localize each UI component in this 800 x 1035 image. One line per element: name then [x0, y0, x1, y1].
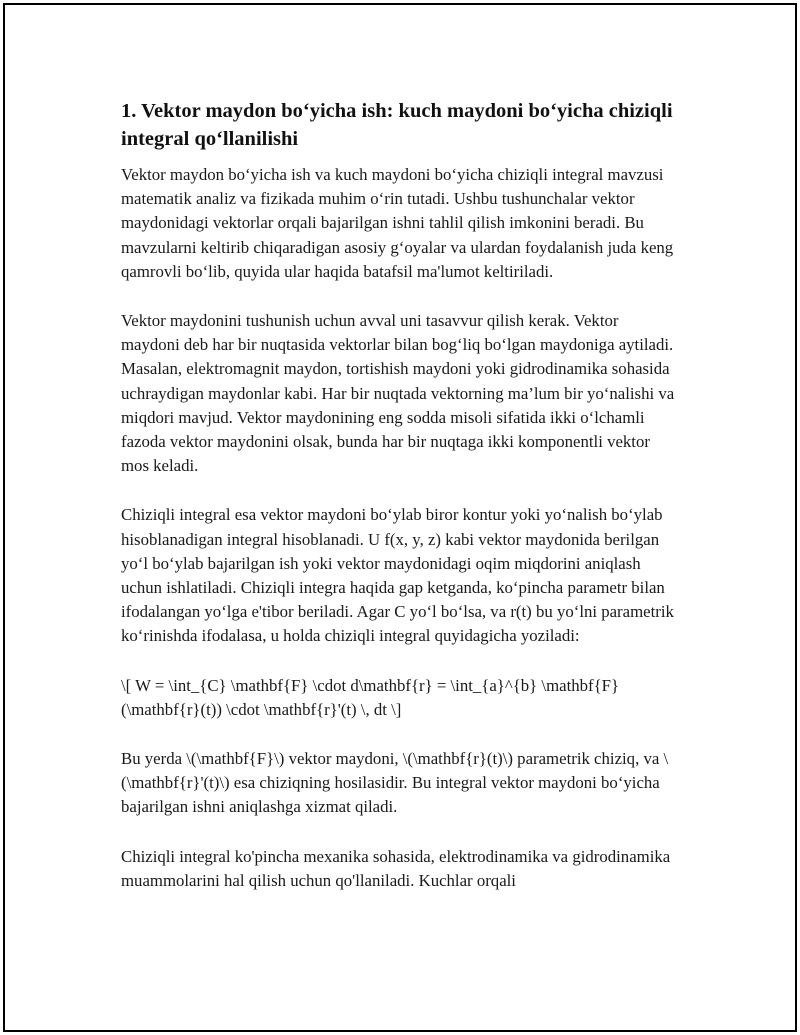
- paragraph-formula-explanation: Bu yerda \(\mathbf{F}\) vektor maydoni, \(\mathbf{r}(t)\) parametrik chiziq, va \(\mathbf{r}'(t)\) esa chiziqning hosilasidir. Bu integral vektor maydoni bo‘yicha bajarilgan ishni aniqlashga xizmat qiladi.: [121, 749, 669, 817]
- paragraph-vector-field: Vektor maydonini tushunish uchun avval uni tasavvur qilish kerak. Vektor maydoni deb har bir nuqtasida vektorlar bilan bog‘liq bo‘lgan maydoniga aytiladi. Masalan, elektromagnit maydon, tortishish maydoni yoki gidrodinamika sohasida uchraydigan maydonlar kabi. Har bir nuqtada vektorning ma’lum bir yo‘nalishi va miqdori mavjud. Vektor maydonining eng sodda misoli sifatida ikki o‘lchamli fazoda vektor maydonini olsak, bunda har bir nuqtaga ikki komponentli vektor mos keladi.: [121, 311, 675, 476]
- paragraph-formula: \[ W = \int_{C} \mathbf{F} \cdot d\mathbf{r} = \int_{a}^{b} \mathbf{F}(\mathbf{r}(t)) \cdot \mathbf{r}'(t) \, dt \]: [121, 675, 620, 719]
- paragraph-line-integral: Chiziqli integral esa vektor maydoni bo‘ylab biror kontur yoki yo‘nalish bo‘ylab hisoblanadigan integral hisoblanadi. U f(x, y, z) kabi vektor maydonida berilgan yo‘l bo‘ylab bajarilgan ish yoki vektor maydonidagi oqim miqdorini aniqlash uchun ishlatiladi. Chiziqli integra haqida gap ketganda, ko‘pincha parametr bilan ifodalangan yo‘lga e'tibor beriladi. Agar C yo‘l bo‘lsa, va r(t) bu yo‘lni parametrik ko‘rinishda ifodalasa, u holda chiziqli integral quyidagicha yoziladi:: [121, 505, 674, 646]
- paragraph-intro: Vektor maydon bo‘yicha ish va kuch maydoni bo‘yicha chiziqli integral mavzusi matematik analiz va fizikada muhim o‘rin tutadi. Ushbu tushunchalar vektor maydonidagi vektorlar orqali bajarilgan ishni tahlil qilish imkonini beradi. Bu mavzularni keltirib chiqaradigan asosiy g‘oyalar va ulardan foydalanish juda keng qamrovli bo‘lib, quyida ular haqida batafsil ma'lumot keltiriladi.: [121, 165, 674, 281]
- page-frame: [3, 3, 797, 1032]
- document-body: [121, 97, 681, 918]
- document-title: 1. Vektor maydon bo‘yicha ish: kuch maydoni bo‘yicha chiziqli integral qo‘llanilishi: [121, 100, 673, 150]
- paragraph-applications: Chiziqli integral ko'pincha mexanika sohasida, elektrodinamika va gidrodinamika muammolarini hal qilish uchun qo'llaniladi. Kuchlar orqali: [121, 846, 671, 890]
